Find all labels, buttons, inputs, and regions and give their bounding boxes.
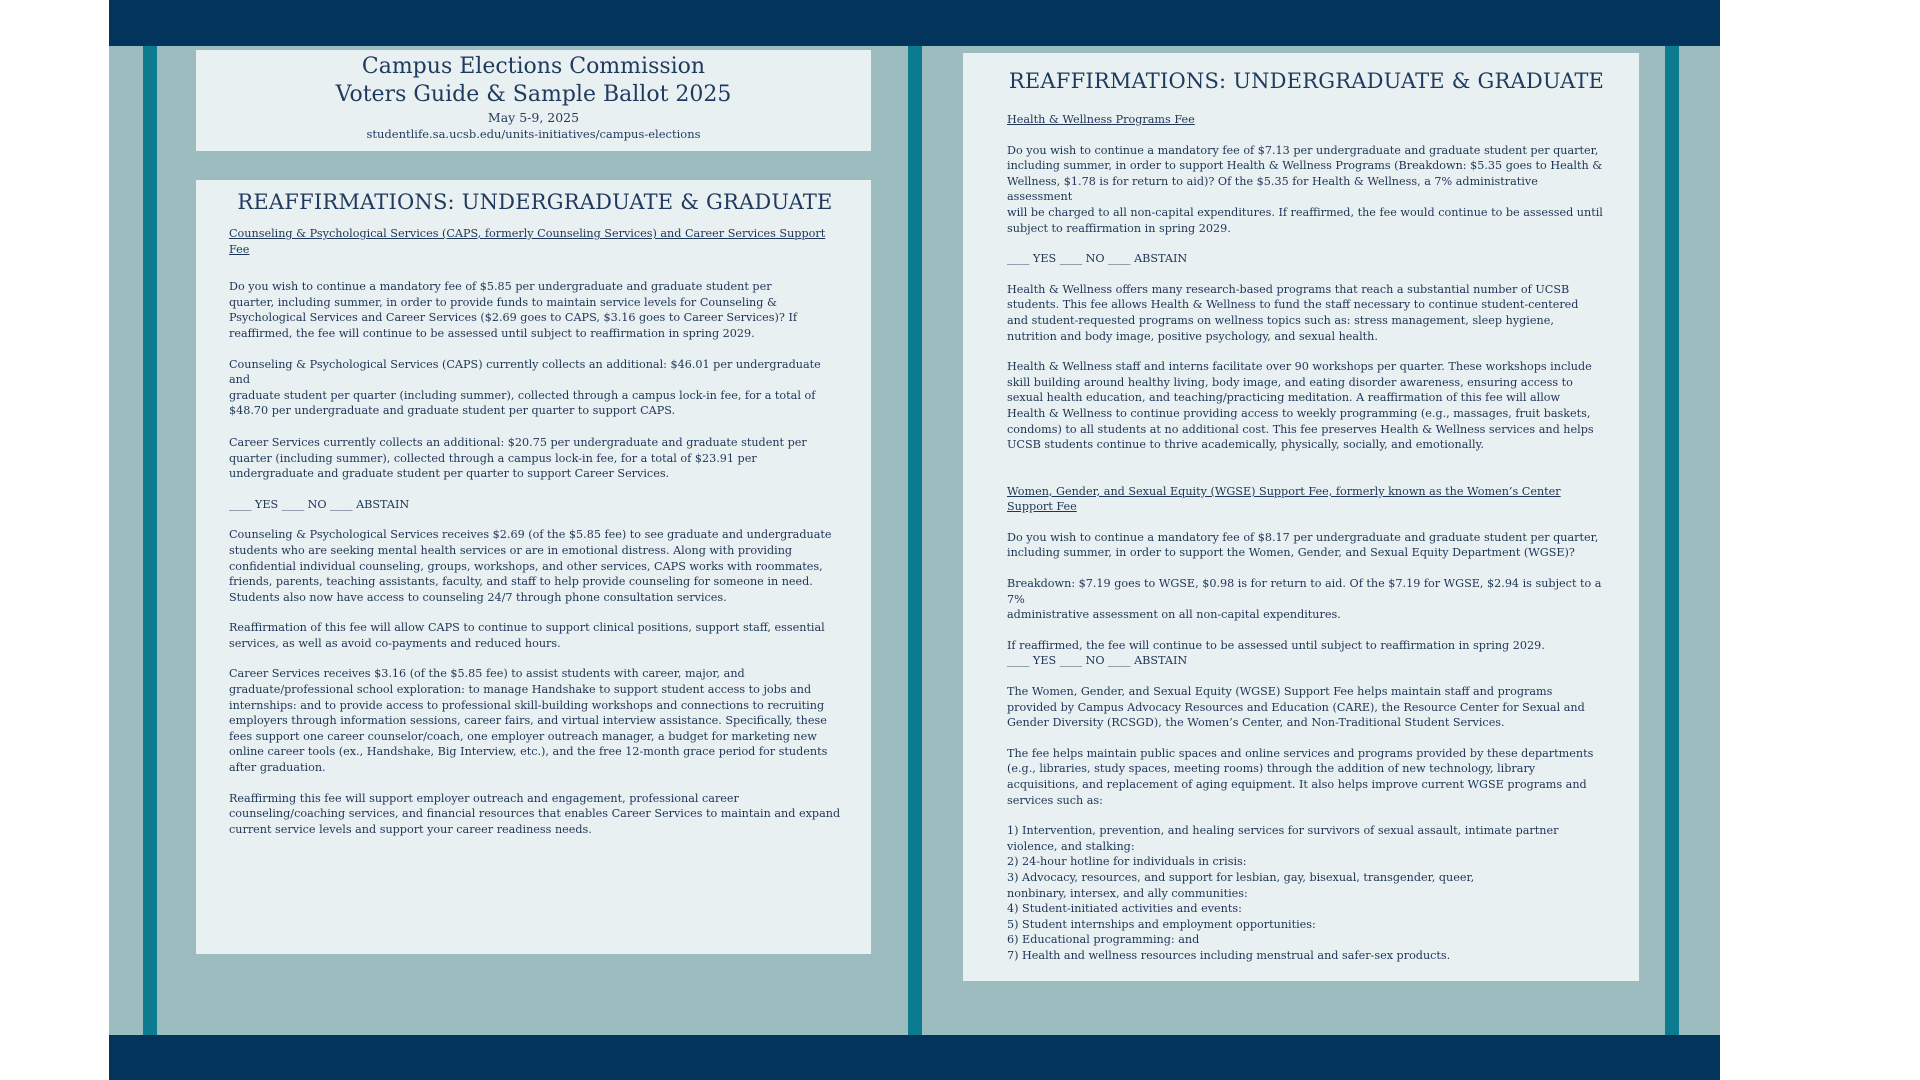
health-workshops: Health & Wellness staff and interns facilitate over 90 workshops per quarter. These workshops include skill building around healthy living, body image, and eating disorder awareness, ensuring access to sexual health education, and teaching/practicing meditation. A reaffirmation of this fee will allow Health & Wellness to continue providing access to weekly programming (e.g., massages, fruit baskets, condoms) to all students at no additional cost. This fee preserves Health & Wellness services and helps UCSB students continue to thrive academically, physically, socially, and emotionally.	[1007, 360, 1594, 452]
health-fee-question: Do you wish to continue a mandatory fee of $7.13 per undergraduate and graduate student per quarter, including summer, in order to support Health & Wellness Programs (Breakdown: $5.35 goes to Health & Wellness, $1.78 is for return to aid)? Of the $5.35 for Health & Wellness, a 7% administrative assessment will be charged to all non-capital expenditures. If reaffirmed, the fee would continue to be assessed until subject to reaffirmation in spring 2029.	[1007, 143, 1603, 235]
career-description: Career Services receives $3.16 (of the $5.85 fee) to assist students with career, major, and graduate/professional school exploration: to manage Handshake to support student access to jobs and internships: and to provide access to professional skill-building workshops and connections to recruiting employers through information sessions, career fairs, and virtual interview assistance. Specifically, these fees support one career counselor/coach, one employer outreach manager, a budget for marketing new online career tools (ex., Handshake, Big Interview, etc.), and the free 12-month grace period for students after graduation.	[229, 667, 828, 775]
health-fee-heading: Health & Wellness Programs Fee	[1007, 113, 1195, 126]
caps-ballot-line: ____ YES ____ NO ____ ABSTAIN	[229, 497, 410, 511]
elections-url: studentlife.sa.ucsb.edu/units-initiatives/campus-elections	[366, 127, 701, 141]
health-ballot-line: ____ YES ____ NO ____ ABSTAIN	[1007, 252, 1188, 266]
left-teal-stripe	[143, 46, 157, 1035]
header-card	[196, 50, 871, 151]
document-frame	[109, 0, 1720, 1080]
caps-reaffirmation: Reaffirmation of this fee will allow CAPS to continue to support clinical positions, support staff, essential services, as well as avoid co-payments and reduced hours.	[229, 621, 825, 650]
wgse-services-list: 1) Intervention, prevention, and healing services for survivors of sexual assault, intimate partner violence, and stalking: 2) 24-hour hotline for individuals in crisis: 3) Advocacy, resources, and support for lesbian, gay, bisexual, transgender, queer, nonbinary, intersex, and ally communities: 4) Student-initiated activities and events: 5) Student internships and employment opportunities: 6) Educational programming: and 7) Health and wellness resources including menstrual and safer-sex products.	[1007, 824, 1559, 962]
right-page-title: REAFFIRMATIONS: UNDERGRADUATE & GRADUATE	[1008, 69, 1605, 93]
caps-fee-heading: Counseling & Psychological Services (CAPS, formerly Counseling Services) and Career Services Support Fee	[229, 227, 826, 256]
wgse-spaces: The fee helps maintain public spaces and online services and programs provided by these departments (e.g., libraries, study spaces, meeting rooms) through the addition of new technology, library acquisitions, and replacement of aging equipment. It also helps improve current WGSE programs and services such as:	[1007, 746, 1594, 807]
right-page	[963, 53, 1639, 981]
wgse-fee-question: Do you wish to continue a mandatory fee of $8.17 per undergraduate and graduate student per quarter, including summer, in order to support the Women, Gender, and Sexual Equity Department (WGSE)?	[1007, 530, 1599, 560]
guide-title: Voters Guide & Sample Ballot 2025	[335, 82, 732, 107]
right-teal-stripe	[1665, 46, 1679, 1035]
caps-fee-question: Do you wish to continue a mandatory fee of $5.85 per undergraduate and graduate student per quarter, including summer, in order to provide funds to maintain service levels for Counseling & Psychological Services and Career Services ($2.69 goes to CAPS, $3.16 goes to Career Services)? If reaffirmed, the fee will continue to be assessed until subject to reaffirmation in spring 2029.	[229, 280, 798, 340]
wgse-ballot-line: If reaffirmed, the fee will continue to be assessed until subject to reaffirmation in spring 2029. ____ YES ____ NO ____ ABSTAIN	[1007, 638, 1545, 668]
left-page-title: REAFFIRMATIONS: UNDERGRADUATE & GRADUATE	[237, 190, 833, 214]
wgse-description: The Women, Gender, and Sexual Equity (WGSE) Support Fee helps maintain staff and programs provided by Campus Advocacy Resources and Education (CARE), the Resource Center for Sexual and Gender Diversity (RCSGD), the Women’s Center, and Non-Traditional Student Services.	[1007, 685, 1585, 730]
career-reaffirmation: Reaffirming this fee will support employer outreach and engagement, professional career counseling/coaching services, and financial resources that enables Career Services to maintain and expand current service levels and support your career readiness needs.	[229, 791, 841, 836]
wgse-fee-heading: Women, Gender, and Sexual Equity (WGSE) Support Fee, formerly known as the Women’s Center Support Fee	[1007, 484, 1561, 514]
center-teal-stripe	[908, 46, 922, 1035]
election-dates: May 5-9, 2025	[487, 110, 580, 125]
health-description: Health & Wellness offers many research-based programs that reach a substantial number of UCSB students. This fee allows Health & Wellness to fund the staff necessary to continue student-centered and student-requested programs on wellness topics such as: stress management, sleep hygiene, nutrition and body image, positive psychology, and sexual health.	[1007, 282, 1579, 343]
wgse-breakdown: Breakdown: $7.19 goes to WGSE, $0.98 is for return to aid. Of the $7.19 for WGSE, $2.94 is subject to a 7% administrative assessment on all non-capital expenditures.	[1007, 577, 1602, 622]
caps-description: Counseling & Psychological Services receives $2.69 (of the $5.85 fee) to see graduate and undergraduate students who are seeking mental health services or are in emotional distress. Along with providing confidential individual counseling, groups, workshops, and other services, CAPS works with roommates, friends, parents, teaching assistants, faculty, and staff to help provide counseling for someone in need. Students also now have access to counseling 24/7 through phone consultation services.	[229, 528, 832, 604]
caps-additional-fee: Counseling & Psychological Services (CAPS) currently collects an additional: $46.01 per undergraduate and graduate student per quarter (including summer), collected through a campus lock-in fee, for a total of $48.70 per undergraduate and graduate student per quarter to support CAPS.	[229, 357, 821, 418]
commission-title: Campus Elections Commission	[361, 54, 706, 79]
career-additional-fee: Career Services currently collects an additional: $20.75 per undergraduate and graduate student per quarter (including summer), collected through a campus lock-in fee, for a total of $23.91 per undergraduate and graduate student per quarter to support Career Services.	[229, 435, 807, 481]
bottom-band	[109, 1035, 1720, 1080]
left-page	[196, 180, 871, 954]
top-band	[109, 0, 1720, 46]
